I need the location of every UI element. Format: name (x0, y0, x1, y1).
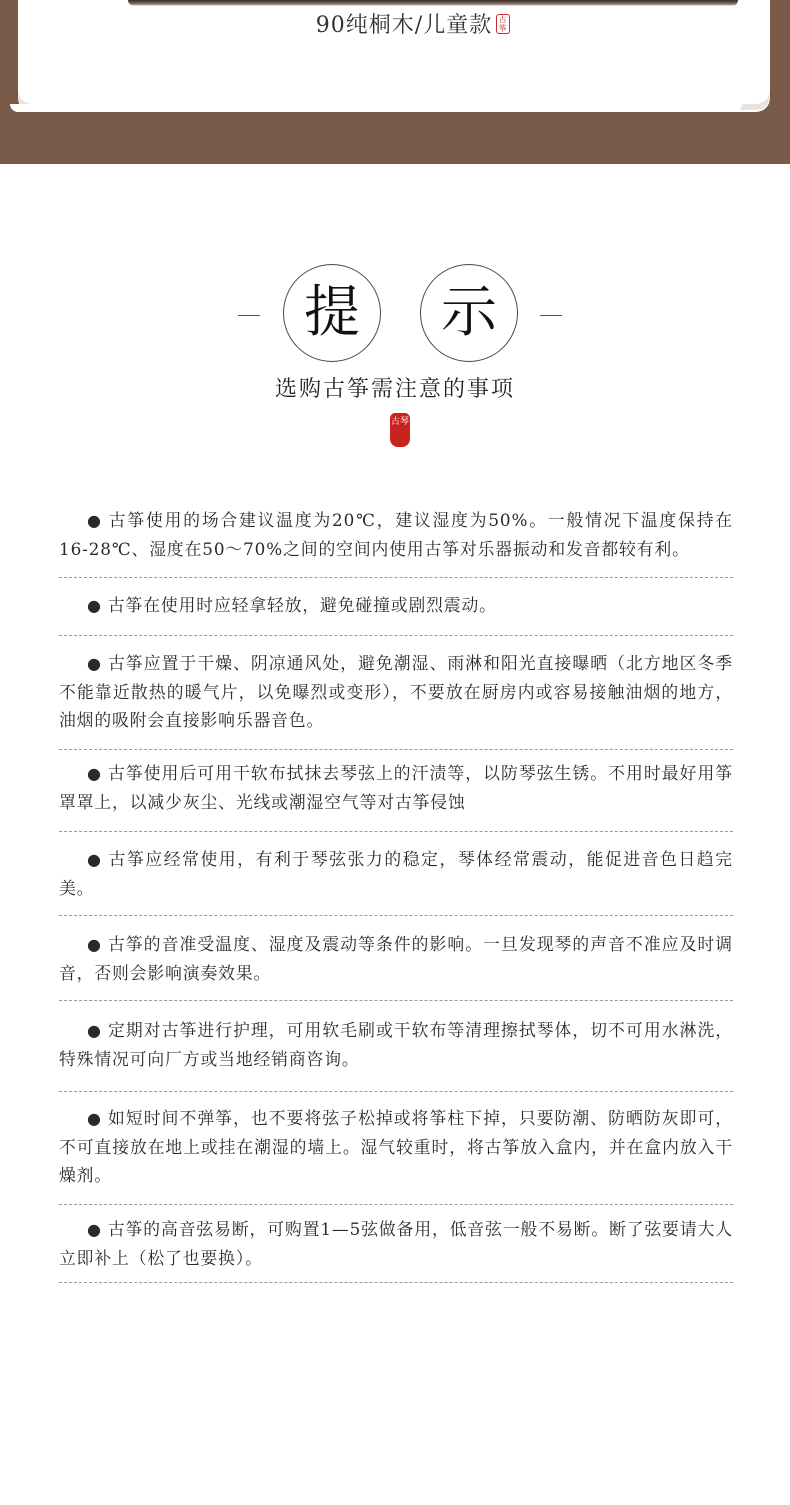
note-item (59, 750, 733, 832)
bullet-icon: ● (87, 1109, 103, 1128)
bullet-icon: ● (87, 1220, 102, 1239)
note-text: 古筝使用的场合建议温度为20℃，建议湿度为50%。一般情况下温度保持在16-28℃、湿度在50～70%之间的空间内使用古筝对乐器振动和发音都较有利。 (59, 510, 733, 559)
note-item (59, 636, 733, 750)
note-item (59, 832, 733, 916)
note-text: 定期对古筝进行护理，可用软毛刷或干软布等清理擦拭琴体，切不可用水淋洗，特殊情况可向厂方或当地经销商咨询。 (59, 1020, 733, 1069)
note-item (59, 578, 733, 636)
title-char-circle-right: 示 (420, 264, 518, 362)
bullet-icon: ● (87, 935, 103, 954)
caption-seal-icon: 古筝 (496, 14, 510, 34)
note-text: 古筝的音准受温度、湿度及震动等条件的影响。一旦发现琴的声音不准应及时调音，否则会影响演奏效果。 (59, 934, 733, 983)
product-caption (18, 8, 790, 39)
bullet-icon: ● (87, 1021, 103, 1040)
note-text: 古筝在使用时应轻拿轻放，避免碰撞或剧烈震动。 (107, 595, 497, 615)
bullet-icon: ● (87, 511, 103, 530)
title-dash-left (238, 315, 260, 316)
note-item (59, 494, 733, 578)
title-char-circle-left: 提 (283, 264, 381, 362)
bullet-icon: ● (87, 850, 103, 869)
note-text: 古筝的高音弦易断，可购置1—5弦做备用，低音弦一般不易断。断了弦要请大人立即补上（松了也要换）。 (59, 1219, 733, 1268)
product-card (18, 0, 770, 104)
bullet-icon: ● (87, 764, 103, 783)
note-text: 古筝使用后可用干软布拭抹去琴弦上的汗渍等，以防琴弦生锈。不用时最好用筝罩罩上，以减少灰尘、光线或潮湿空气等对古筝侵蚀 (59, 763, 733, 812)
bullet-icon: ● (87, 596, 102, 615)
note-text: 如短时间不弹筝，也不要将弦子松掉或将筝柱下掉，只要防潮、防晒防灰即可，不可直接放在地上或挂在潮湿的墙上。湿气较重时，将古筝放入盒内，并在盒内放入干燥剂。 (59, 1108, 733, 1185)
guzheng-image-edge (128, 0, 738, 6)
title-dash-right (540, 315, 562, 316)
product-card-underlayer (10, 104, 742, 112)
tips-subtitle: 选购古筝需注意的事项 (274, 377, 515, 402)
note-text: 古筝应经常使用，有利于琴弦张力的稳定，琴体经常震动，能促进音色日趋完美。 (59, 849, 733, 898)
product-caption-text: 90纯桐木/儿童款 (315, 13, 493, 38)
tips-title (0, 264, 790, 364)
note-text: 古筝应置于干燥、阴凉通风处，避免潮湿、雨淋和阳光直接曝晒（北方地区冬季不能靠近散热的暖气片，以免曝烈或变形），不要放在厨房内或容易接触油烟的地方，油烟的吸附会直接影响乐器音色。 (59, 653, 733, 730)
note-item (59, 916, 733, 1001)
note-item (59, 1001, 733, 1092)
note-item (59, 1205, 733, 1283)
red-seal-icon: 古琴 (390, 413, 410, 447)
note-item (59, 1092, 733, 1205)
notes-list (59, 494, 733, 1283)
bullet-icon: ● (87, 654, 103, 673)
